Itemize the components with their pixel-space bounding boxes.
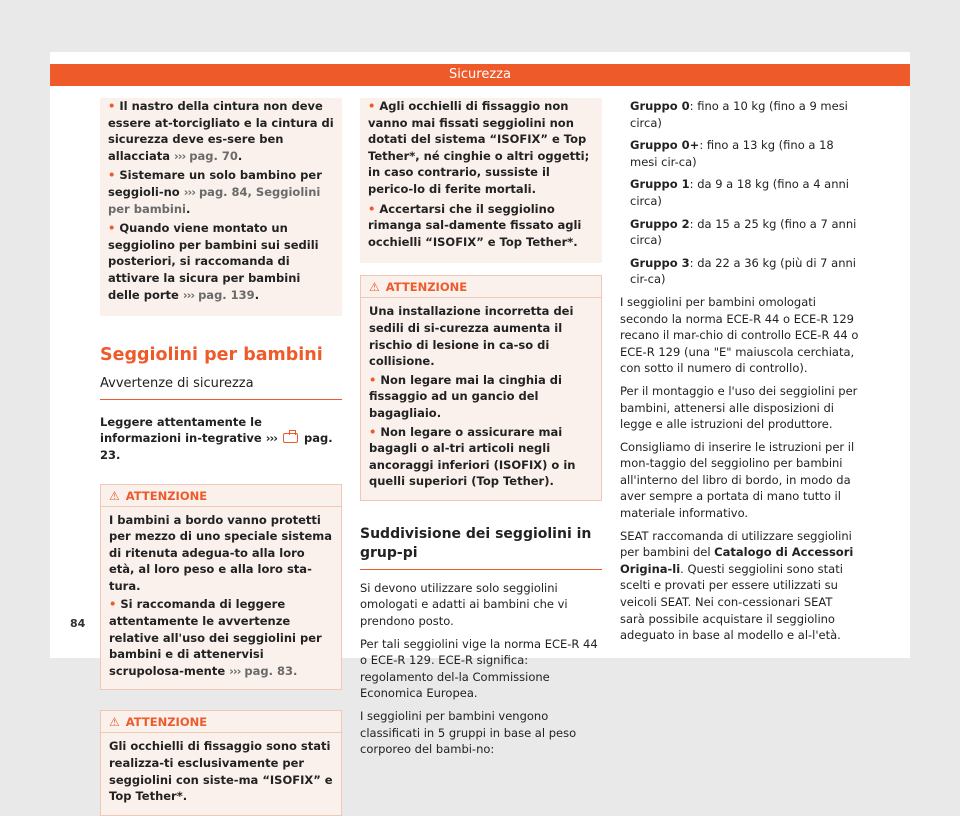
bullet-item: • Agli occhielli di fissaggio non vanno mai fissati seggiolini non dotati del sistema “ISOFIX” e Top Tether*, né cinghie o altri oggetti; in caso contrario, sussiste il perico-lo di ferite mortali. xyxy=(368,99,590,196)
group-item: Gruppo 0+: fino a 13 kg (fino a 18 mesi cir-ca) xyxy=(630,138,834,169)
bullet-item: • Quando viene montato un seggiolino per bambini sui sedili posteriori, si raccomanda di attivare la sicura per bambini delle porte ››› pag. 139. xyxy=(108,221,319,302)
warning-header: ⚠ ATTENZIONE xyxy=(361,276,601,298)
paragraph: Per il montaggio e l'uso dei seggiolini per bambini, attenersi alle disposizioni di legge e alle istruzioni del produttore. xyxy=(620,383,858,432)
warning-box xyxy=(100,710,342,815)
bullet-item: • Non legare mai la cinghia di fissaggio ad un gancio del bagagliaio. xyxy=(369,372,562,420)
warning-body: Una installazione incorretta dei sedili di si-curezza aumenta il rischio di lesione in ca-so di collisione. • Non legare mai la cinghia di fissaggio ad un gancio del bagagliaio. • Non legare o assicurare mai bagagli o al-tri articoli negli ancoraggi inferiori (ISOFIX) o in quelli superiori (Top Tether). xyxy=(361,298,601,500)
safety-bullets-box xyxy=(100,98,342,316)
subsection-title: Avvertenze di sicurezza xyxy=(100,376,342,400)
intro-paragraph: Leggere attentamente le informazioni in-tegrative ››› pag. 23. xyxy=(100,414,333,462)
warning-triangle-icon: ⚠ xyxy=(369,280,380,295)
body-text xyxy=(620,294,860,644)
warning-body: I bambini a bordo vanno protetti per mezzo di uno speciale sistema di ritenuta adegua-to alla loro età, al loro peso e alla loro sta-tura. • Si raccomanda di leggere attentamente le avvertenze relative all'uso dei seggiolini per bambini e di attenervisi scrupolosa-mente ››› pag. 83. xyxy=(109,512,333,678)
page-reference-link[interactable]: pag. 139 xyxy=(198,287,255,302)
bullet-icon: • xyxy=(368,201,376,216)
page-number: 84 xyxy=(70,617,86,630)
bullet-item: • Accertarsi che il seggiolino rimanga sal-damente fissato agli occhielli “ISOFIX” e Top Tether*. xyxy=(368,201,582,249)
group-item: Gruppo 1: da 9 a 18 kg (fino a 4 anni circa) xyxy=(630,177,849,208)
column-middle xyxy=(360,98,602,758)
bullet-icon: • xyxy=(108,99,116,113)
warning-triangle-icon: ⚠ xyxy=(109,715,120,730)
group-item: Gruppo 2: da 15 a 25 kg (fino a 7 anni circa) xyxy=(630,216,857,248)
column-left xyxy=(100,98,342,816)
paragraph: I seggiolini per bambini vengono classificati in 5 gruppi in base al peso corporeo del bambi-no: xyxy=(360,709,577,757)
bullet-item: • Sistemare un solo bambino per seggioli-no ››› pag. 84, Seggiolini per bambini. xyxy=(108,168,322,216)
bullet-item: • Non legare o assicurare mai bagagli o al-tri articoli negli ancoraggi inferiori (ISOFIX) o in quelli superiori (Top Tether). xyxy=(369,424,576,489)
bullet-icon: • xyxy=(369,372,377,387)
page-reference-link[interactable]: pag. 70 xyxy=(189,148,238,163)
page-reference-link[interactable]: pag. 23. xyxy=(100,431,333,462)
section-heading: Suddivisione dei seggiolini in grup-pi xyxy=(360,525,602,570)
paragraph: I seggiolini per bambini omologati secondo la norma ECE-R 44 o ECE-R 129 recano il mar-chio di controllo ECE-R 44 o ECE-R 129 (una "E" maiuscola cerchiata, con sotto il numero di controllo). xyxy=(620,294,859,376)
warning-box xyxy=(100,484,342,691)
book-icon xyxy=(283,433,298,443)
paragraph: Per tali seggiolini vige la norma ECE-R 44 o ECE-R 129. ECE-R significa: regolamento del-la Commissione Economica Europea. xyxy=(360,636,598,701)
warning-header: ⚠ ATTENZIONE xyxy=(101,485,341,507)
paragraph: SEAT raccomanda di utilizzare seggiolini per bambini del Catalogo di Accessori Origina-li. Questi seggiolini sono stati scelti e provati per essere utilizzati su veicoli SEAT. Nei con-cessionari SEAT sarà possibile acquistare il seggiolino adeguato in base al modello e al-l'età. xyxy=(620,528,854,643)
bullet-icon: • xyxy=(369,424,377,439)
bullet-item: • Si raccomanda di leggere attentamente le avvertenze relative all'uso dei seggiolini per bambini e di attenervisi scrupolosa-mente ››› pag. 83. xyxy=(109,597,322,678)
bullet-icon: • xyxy=(368,99,376,113)
group-item: Gruppo 0: fino a 10 kg (fino a 9 mesi circa) xyxy=(630,99,848,130)
warning-box xyxy=(360,275,602,501)
paragraph: Si devono utilizzare solo seggiolini omologati e adatti ai bambini che vi prendono posto. xyxy=(360,580,568,629)
bullet-icon: • xyxy=(109,597,117,612)
warning-body: Gli occhielli di fissaggio sono stati realizza-ti esclusivamente per seggiolini con siste-ma “ISOFIX” e Top Tether*. xyxy=(109,739,333,804)
page-reference-link[interactable]: pag. 83. xyxy=(244,663,298,678)
group-item: Gruppo 3: da 22 a 36 kg (più di 7 anni cir-ca) xyxy=(630,255,856,287)
bullet-item: • Il nastro della cintura non deve essere at-torcigliato e la cintura di sicurezza deve es-sere ben allacciata ››› pag. 70. xyxy=(108,99,334,163)
group-list xyxy=(620,98,860,288)
warning-continuation-box xyxy=(360,98,602,263)
section-header: Sicurezza xyxy=(50,64,910,86)
warning-header: ⚠ ATTENZIONE xyxy=(101,711,341,733)
paragraph: Consigliamo di inserire le istruzioni per il mon-taggio del seggiolino per bambini all'interno del libro di bordo, in modo da aver sempre a portata di mano tutto il materiale informativo. xyxy=(620,439,855,521)
bullet-icon: • xyxy=(108,168,116,183)
warning-triangle-icon: ⚠ xyxy=(109,488,120,503)
bullet-icon: • xyxy=(108,221,116,236)
column-right xyxy=(620,98,860,644)
body-text xyxy=(360,580,602,758)
section-title: Seggiolini per bambini xyxy=(100,345,323,366)
page-reference-link[interactable]: pag. 84, Seggiolini per bambini xyxy=(108,184,321,216)
